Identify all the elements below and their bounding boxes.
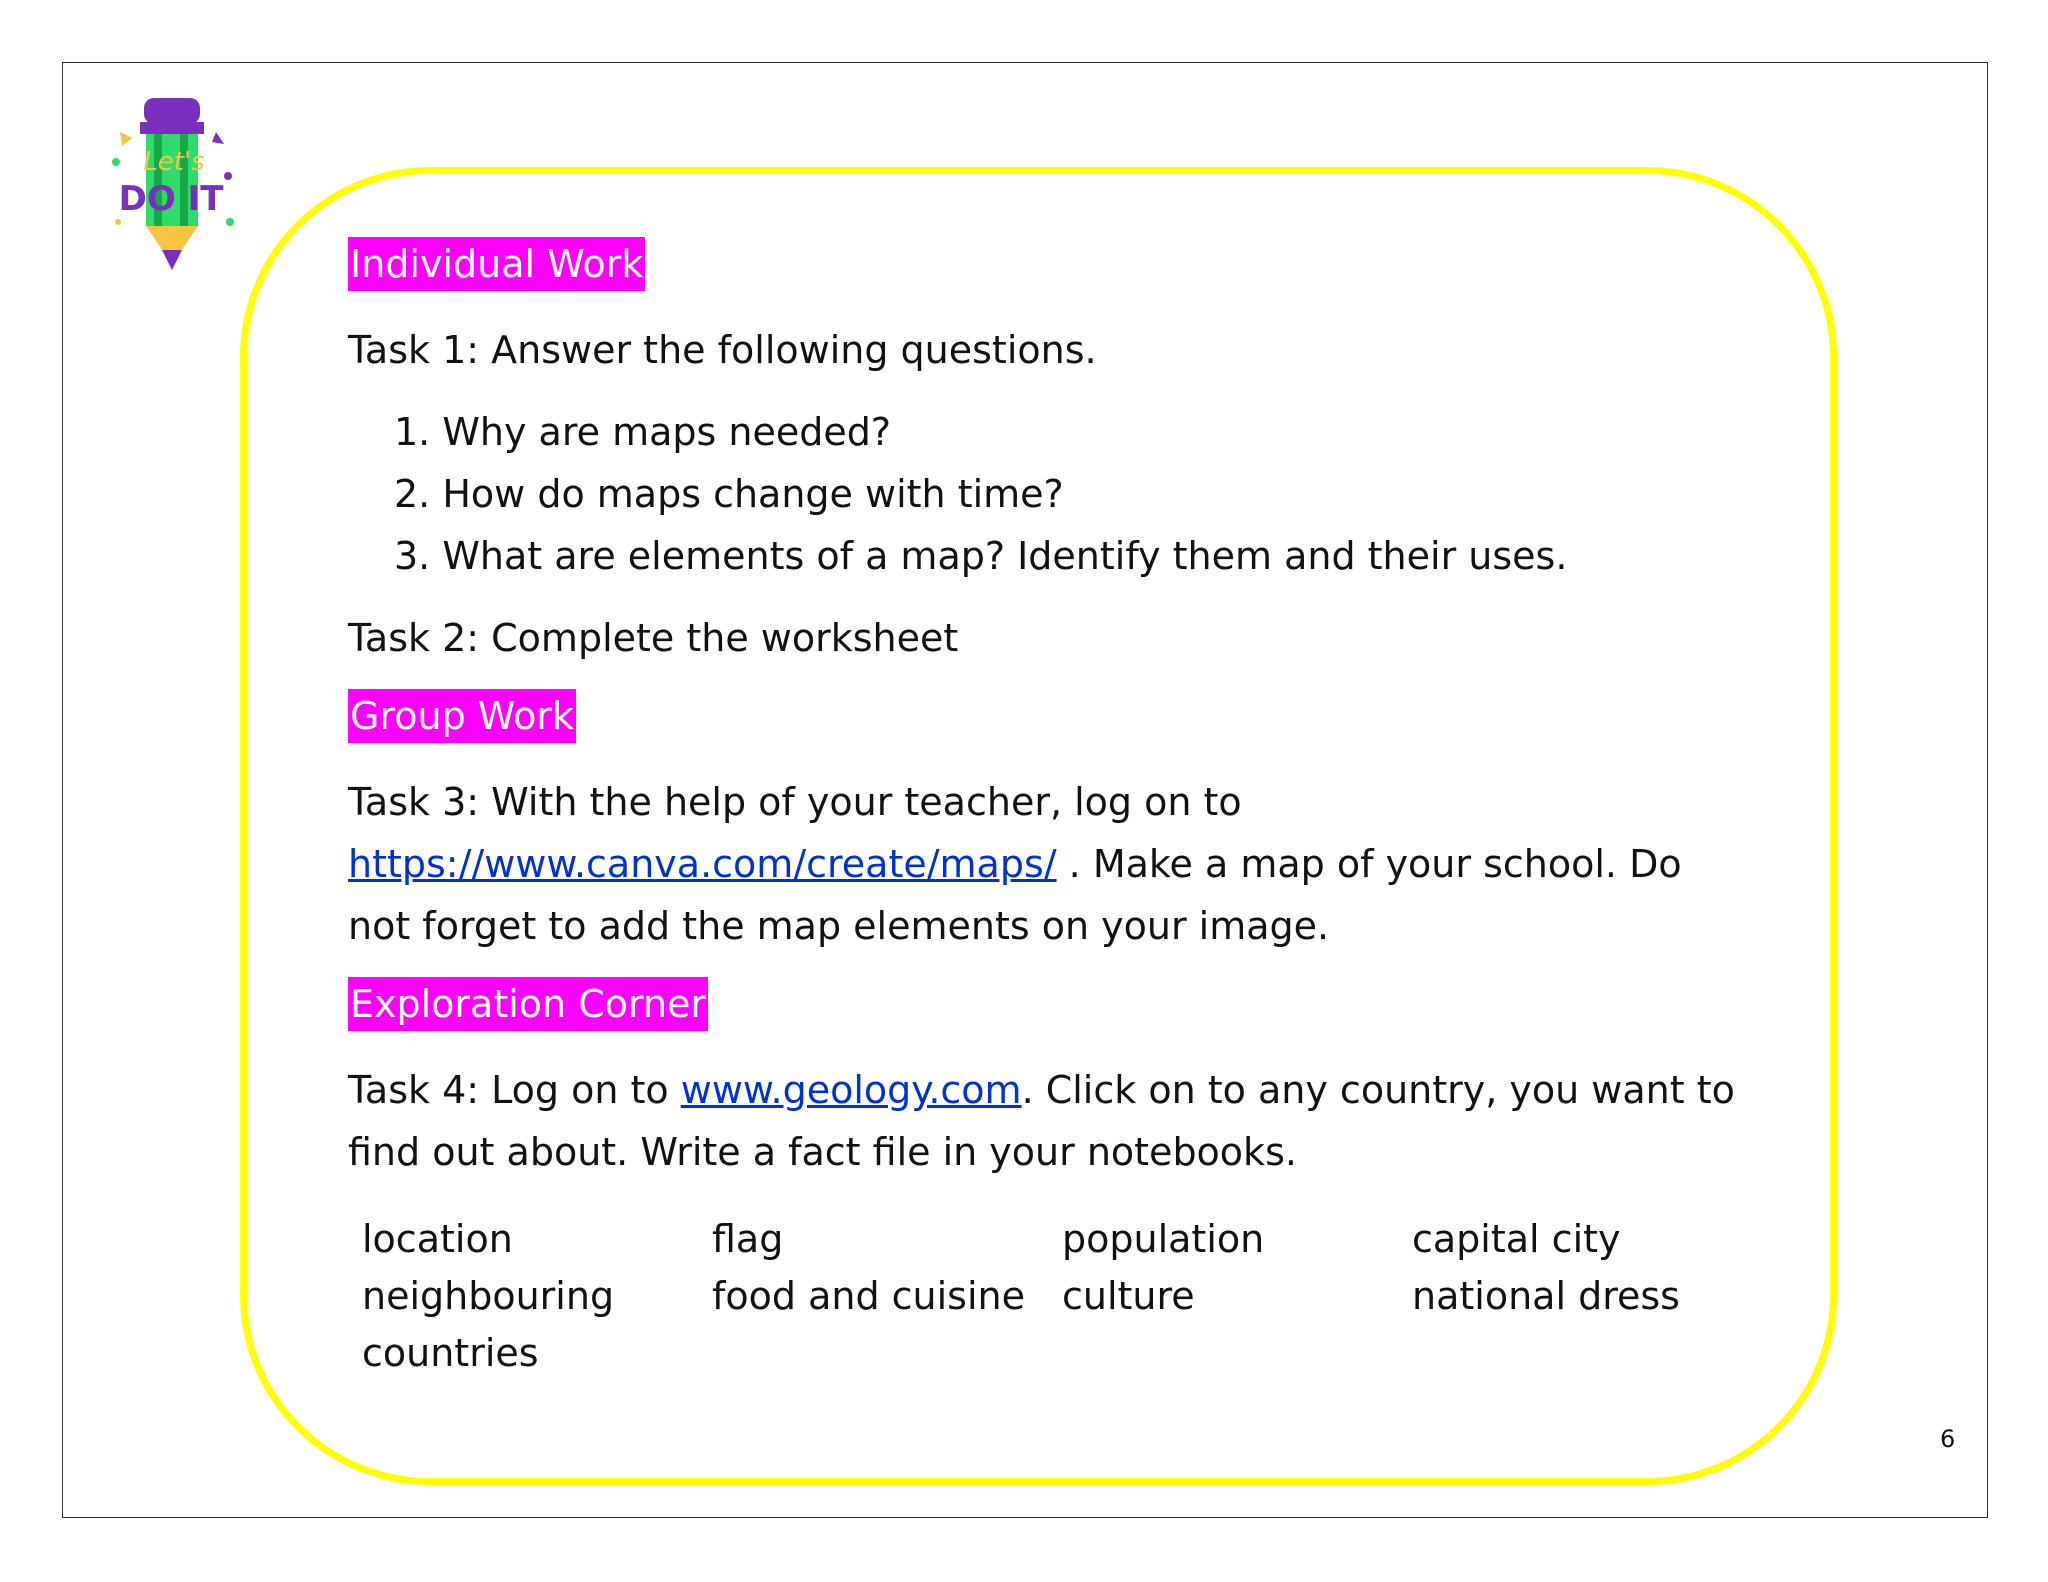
- fact-item: location: [362, 1217, 513, 1261]
- svg-text:Let's: Let's: [143, 147, 205, 177]
- task-3: [348, 771, 1768, 957]
- task-4-suffix: . Click on to any country, you want to: [1021, 1068, 1735, 1112]
- question-list: [348, 401, 1768, 587]
- question-3: 3. What are elements of a map? Identify them and their uses.: [394, 534, 1568, 578]
- lets-do-it-logo: [96, 92, 246, 292]
- task-4: [348, 1059, 1768, 1183]
- question-1: 1. Why are maps needed?: [394, 410, 892, 454]
- fact-item: culture: [1062, 1274, 1195, 1318]
- page-number: 6: [1940, 1425, 1956, 1453]
- canva-link[interactable]: https://www.canva.com/create/maps/: [348, 842, 1057, 886]
- task-4-end: find out about. Write a fact file in your notebooks.: [348, 1130, 1297, 1174]
- task-2: Task 2: Complete the worksheet: [348, 616, 959, 660]
- group-work-heading: Group Work: [348, 689, 576, 743]
- task-3-end: not forget to add the map elements on your image.: [348, 904, 1330, 948]
- geology-link[interactable]: www.geology.com: [680, 1068, 1022, 1112]
- fact-item: neighbouring: [362, 1274, 615, 1318]
- fact-item: food and cuisine: [712, 1274, 1025, 1318]
- fact-item: [1412, 1325, 1762, 1382]
- fact-item: capital city: [1412, 1217, 1621, 1261]
- exploration-corner-heading: Exploration Corner: [348, 977, 708, 1031]
- individual-work-heading: Individual Work: [348, 237, 645, 291]
- svg-text:DO IT: DO IT: [118, 179, 224, 219]
- fact-file-grid: [362, 1211, 1768, 1382]
- fact-item: national dress: [1412, 1274, 1680, 1318]
- task-3-suffix: . Make a map of your school. Do: [1056, 842, 1682, 886]
- fact-item: [712, 1325, 1062, 1382]
- worksheet-content: [348, 237, 1768, 1382]
- task-3-prefix: Task 3: With the help of your teacher, log on to: [348, 780, 1242, 824]
- fact-item: population: [1062, 1217, 1265, 1261]
- fact-item: [1062, 1325, 1412, 1382]
- question-2: 2. How do maps change with time?: [394, 472, 1064, 516]
- fact-item: flag: [712, 1217, 784, 1261]
- task-4-prefix: Task 4: Log on to: [348, 1068, 681, 1112]
- task-1: Task 1: Answer the following questions.: [348, 328, 1097, 372]
- fact-item: countries: [362, 1331, 539, 1375]
